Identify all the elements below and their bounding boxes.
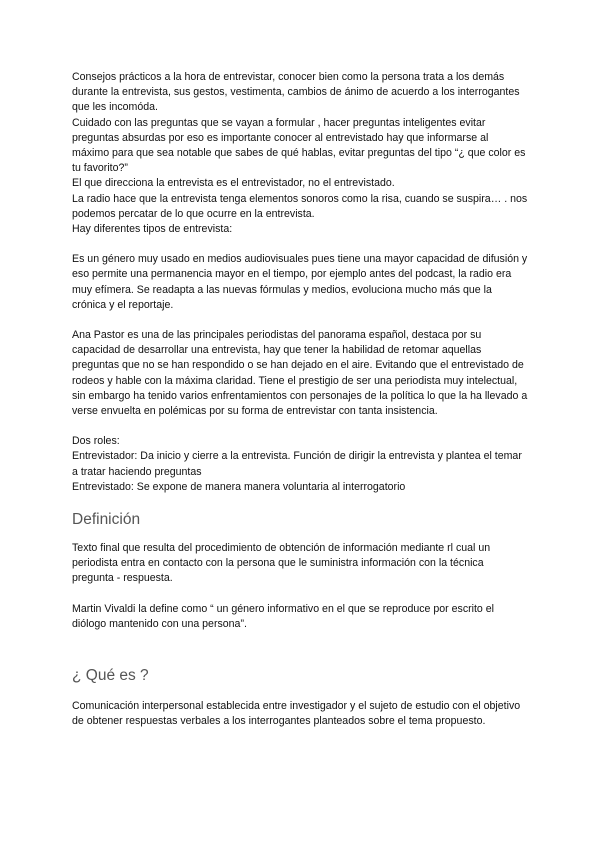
spacer [72,530,528,541]
roles-title: Dos roles: [72,435,120,448]
role-entrevistador: Entrevistador: Da inicio y cierre a la entrevista. Función de dirigir la entrevista y plantea el temar a tratar haciendo preguntas [72,450,522,478]
radio-paragraph: Es un género muy usado en medios audiovisuales pues tiene una mayor capacidad de difusión y eso permite una permanencia mayor en el tiempo, por ejemplo antes del podcast, la radio era muy efímera. Se readapta a las nuevas fórmulas y medios, evoluciona mucho más que la crónica y el reportaje. [72,253,528,311]
que-es-heading: ¿ Qué es ? [72,667,149,685]
que-es-paragraph: Comunicación interpersonal establecida entre investigador y el sujeto de estudio con el objetivo de obtener respuestas verbales a los interrogantes planteados sobre el tema propuesto. [72,700,521,728]
intro-paragraph-5: Hay diferentes tipos de entrevista: [72,223,233,236]
spacer [72,237,528,252]
spacer [72,313,528,328]
intro-paragraph-3: El que direcciona la entrevista es el entrevistador, no el entrevistado. [72,177,395,190]
intro-paragraph-1: Consejos prácticos a la hora de entrevistar, conocer bien como la persona trata a los demás durante la entrevista, sus gestos, vestimenta, cambios de ánimo de acuerdo a los interrogantes que les incomóda. [72,71,520,114]
document-page [72,70,528,730]
ana-pastor-paragraph: Ana Pastor es una de las principales periodistas del panorama español, destaca por su capacidad de desarrollar una entrevista, hay que tener la habilidad de retomar aquellas preguntas que no se han respondido o se han dejado en el aire. Evitando que el entrevistado de rodeos y hable con la máxima claridad. Tiene el prestigio de ser una periodista muy intelectual, sin embargo ha tenido varios enfrentamientos con personajes de la política lo que la ha llevado a verse envuelta en polémicas por su forma de entrevistar con tanta insistencia. [72,329,528,418]
intro-paragraph-4: La radio hace que la entrevista tenga elementos sonoros como la risa, cuando se suspira… . nos podemos percatar de lo que ocurre en la entrevista. [72,192,528,220]
definicion-paragraph-1: Texto final que resulta del procedimiento de obtención de información mediante rl cual un periodista entra en contacto con la persona que le suministra información con la técnica pregunta - respuesta. [72,542,491,585]
intro-paragraph-2: Cuidado con las preguntas que se vayan a formular , hacer preguntas inteligentes evitar preguntas absurdas por eso es importante conocer al entrevistado hay que informarse al máximo para que sea notable que sabes de qué hablas, evitar preguntas del tipo “¿ que color es tu favorito?” [72,116,526,175]
spacer [72,686,528,699]
definicion-heading: Definición [72,511,141,529]
spacer [72,419,528,434]
spacer [72,587,528,602]
definicion-paragraph-2: Martin Vivaldi la define como “ un género informativo en el que se reproduce por escrito el diólogo mantenido con una persona”. [72,602,495,630]
role-entrevistado: Entrevistado: Se expone de manera manera voluntaria al interrogatorio [72,480,406,493]
